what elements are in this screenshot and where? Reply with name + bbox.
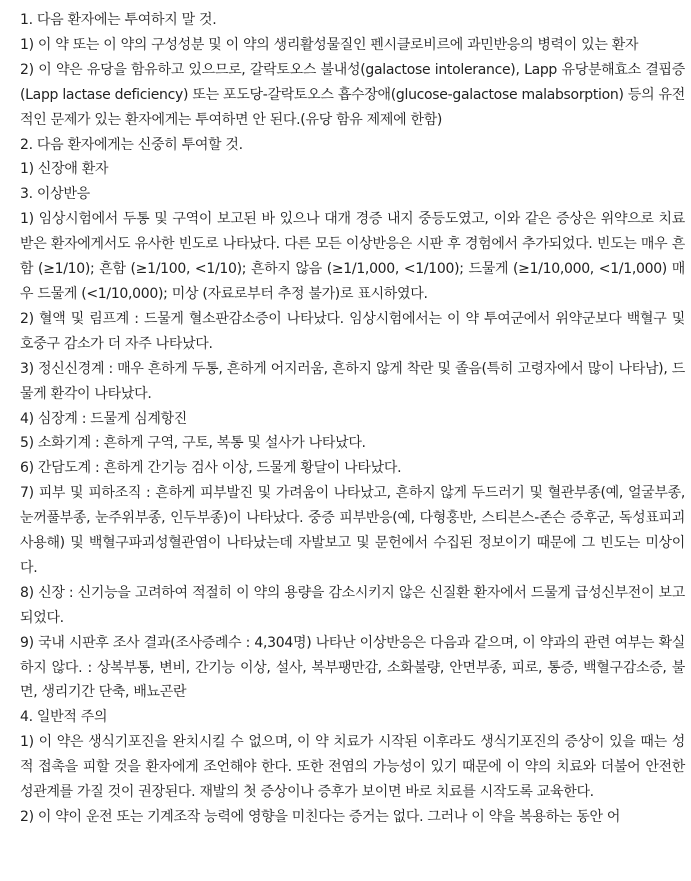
paragraph-adverse-2: 2) 혈액 및 림프계 : 드물게 혈소판감소증이 나타났다. 임상시험에서는 이 약 투여군에서 위약군보다 백혈구 및 호중구 감소가 더 자주 나타났다. bbox=[20, 310, 685, 352]
paragraph-adverse-6: 6) 간담도계 : 흔하게 간기능 검사 이상, 드물게 황달이 나타났다. bbox=[20, 460, 402, 477]
paragraph-caution-1: 1) 신장애 환자 bbox=[20, 161, 109, 178]
paragraph-contra-2: 2) 이 약은 유당을 함유하고 있으므로, 갈락토오스 불내성(galactose intolerance), Lapp 유당분해효소 결핍증(Lapp lactase deficiency) 또는 포도당-갈락토오스 흡수장애(glucose-galactose malabsorption) 등의 유전적인 문제가 있는 환자에게는 투여하면 안 된다.(유당 함유 제제에 한함) bbox=[20, 61, 685, 128]
paragraph-adverse-5: 5) 소화기계 : 흔하게 구역, 구토, 복통 및 설사가 나타났다. bbox=[20, 435, 366, 452]
section-heading-adverse-reactions: 3. 이상반응 bbox=[20, 186, 90, 203]
section-heading-caution: 2. 다음 환자에게는 신중히 투여할 것. bbox=[20, 136, 243, 153]
section-heading-general-precautions: 4. 일반적 주의 bbox=[20, 709, 108, 726]
paragraph-precaution-2: 2) 이 약이 운전 또는 기계조작 능력에 영향을 미친다는 증거는 없다. 그러나 이 약을 복용하는 동안 어 bbox=[20, 809, 621, 825]
paragraph-adverse-8: 8) 신장 : 신기능을 고려하여 적절히 이 약의 용량을 감소시키지 않은 신질환 환자에서 드물게 급성신부전이 보고되었다. bbox=[20, 584, 685, 626]
section-heading-contraindications: 1. 다음 환자에는 투여하지 말 것. bbox=[20, 12, 217, 28]
paragraph-precaution-1: 1) 이 약은 생식기포진을 완치시킬 수 없으며, 이 약 치료가 시작된 이후라도 생식기포진의 증상이 있을 때는 성적 접촉을 피할 것을 환자에게 조언해야 한다. 또한 전염의 가능성이 있기 때문에 이 약의 치료와 더불어 안전한 성관계를 가질 것이 권장된다. 재발의 첫 증상이나 증후가 보이면 바로 치료를 시작도록 교육한다. bbox=[20, 734, 685, 801]
paragraph-adverse-7: 7) 피부 및 피하조직 : 흔하게 피부발진 및 가려움이 나타났고, 흔하지 않게 두드러기 및 혈관부종(예, 얼굴부종, 눈꺼풀부종, 눈주위부종, 인두부종)이 나타났다. 중증 피부반응(예, 다형홍반, 스티븐스-존슨 증후군, 독성표피괴사용해) 및 백혈구파괴성혈관염이 나타났는데 자발보고 및 문헌에서 수집된 정보이기 때문에 그 빈도는 미상이다. bbox=[20, 485, 685, 576]
paragraph-adverse-1: 1) 임상시험에서 두통 및 구역이 보고된 바 있으나 대개 경증 내지 중등도였고, 이와 같은 증상은 위약으로 치료받은 환자에게서도 유사한 빈도로 나타났다. 다른 모든 이상반응은 시판 후 경험에서 추가되었다. 빈도는 매우 흔함 (≥1/10); 흔함 (≥1/100, <1/10); 흔하지 않음 (≥1/1,000, <1/100); 드물게 (≥1/10,000, <1/1,000) 매우 드물게 (<1/10,000); 미상 (자료로부터 추정 불가)로 표시하였다. bbox=[20, 211, 685, 302]
paragraph-adverse-4: 4) 심장계 : 드물게 심계항진 bbox=[20, 410, 188, 427]
paragraph-adverse-9: 9) 국내 시판후 조사 결과(조사증례수 : 4,304명) 나타난 이상반응은 다음과 같으며, 이 약과의 관련 여부는 확실하지 않다. : 상복부통, 변비, 간기능 이상, 설사, 복부팽만감, 소화불량, 안면부종, 피로, 통증, 백혈구감소증, 불면, 생리기간 단축, 배뇨곤란 bbox=[20, 634, 685, 701]
paragraph-contra-1: 1) 이 약 또는 이 약의 구성성분 및 이 약의 생리활성물질인 펜시클로비르에 과민반응의 병력이 있는 환자 bbox=[20, 36, 639, 53]
paragraph-adverse-3: 3) 정신신경계 : 매우 흔하게 두통, 흔하게 어지러움, 흔하지 않게 착란 및 졸음(특히 고령자에서 많이 나타남), 드물게 환각이 나타났다. bbox=[20, 360, 685, 402]
